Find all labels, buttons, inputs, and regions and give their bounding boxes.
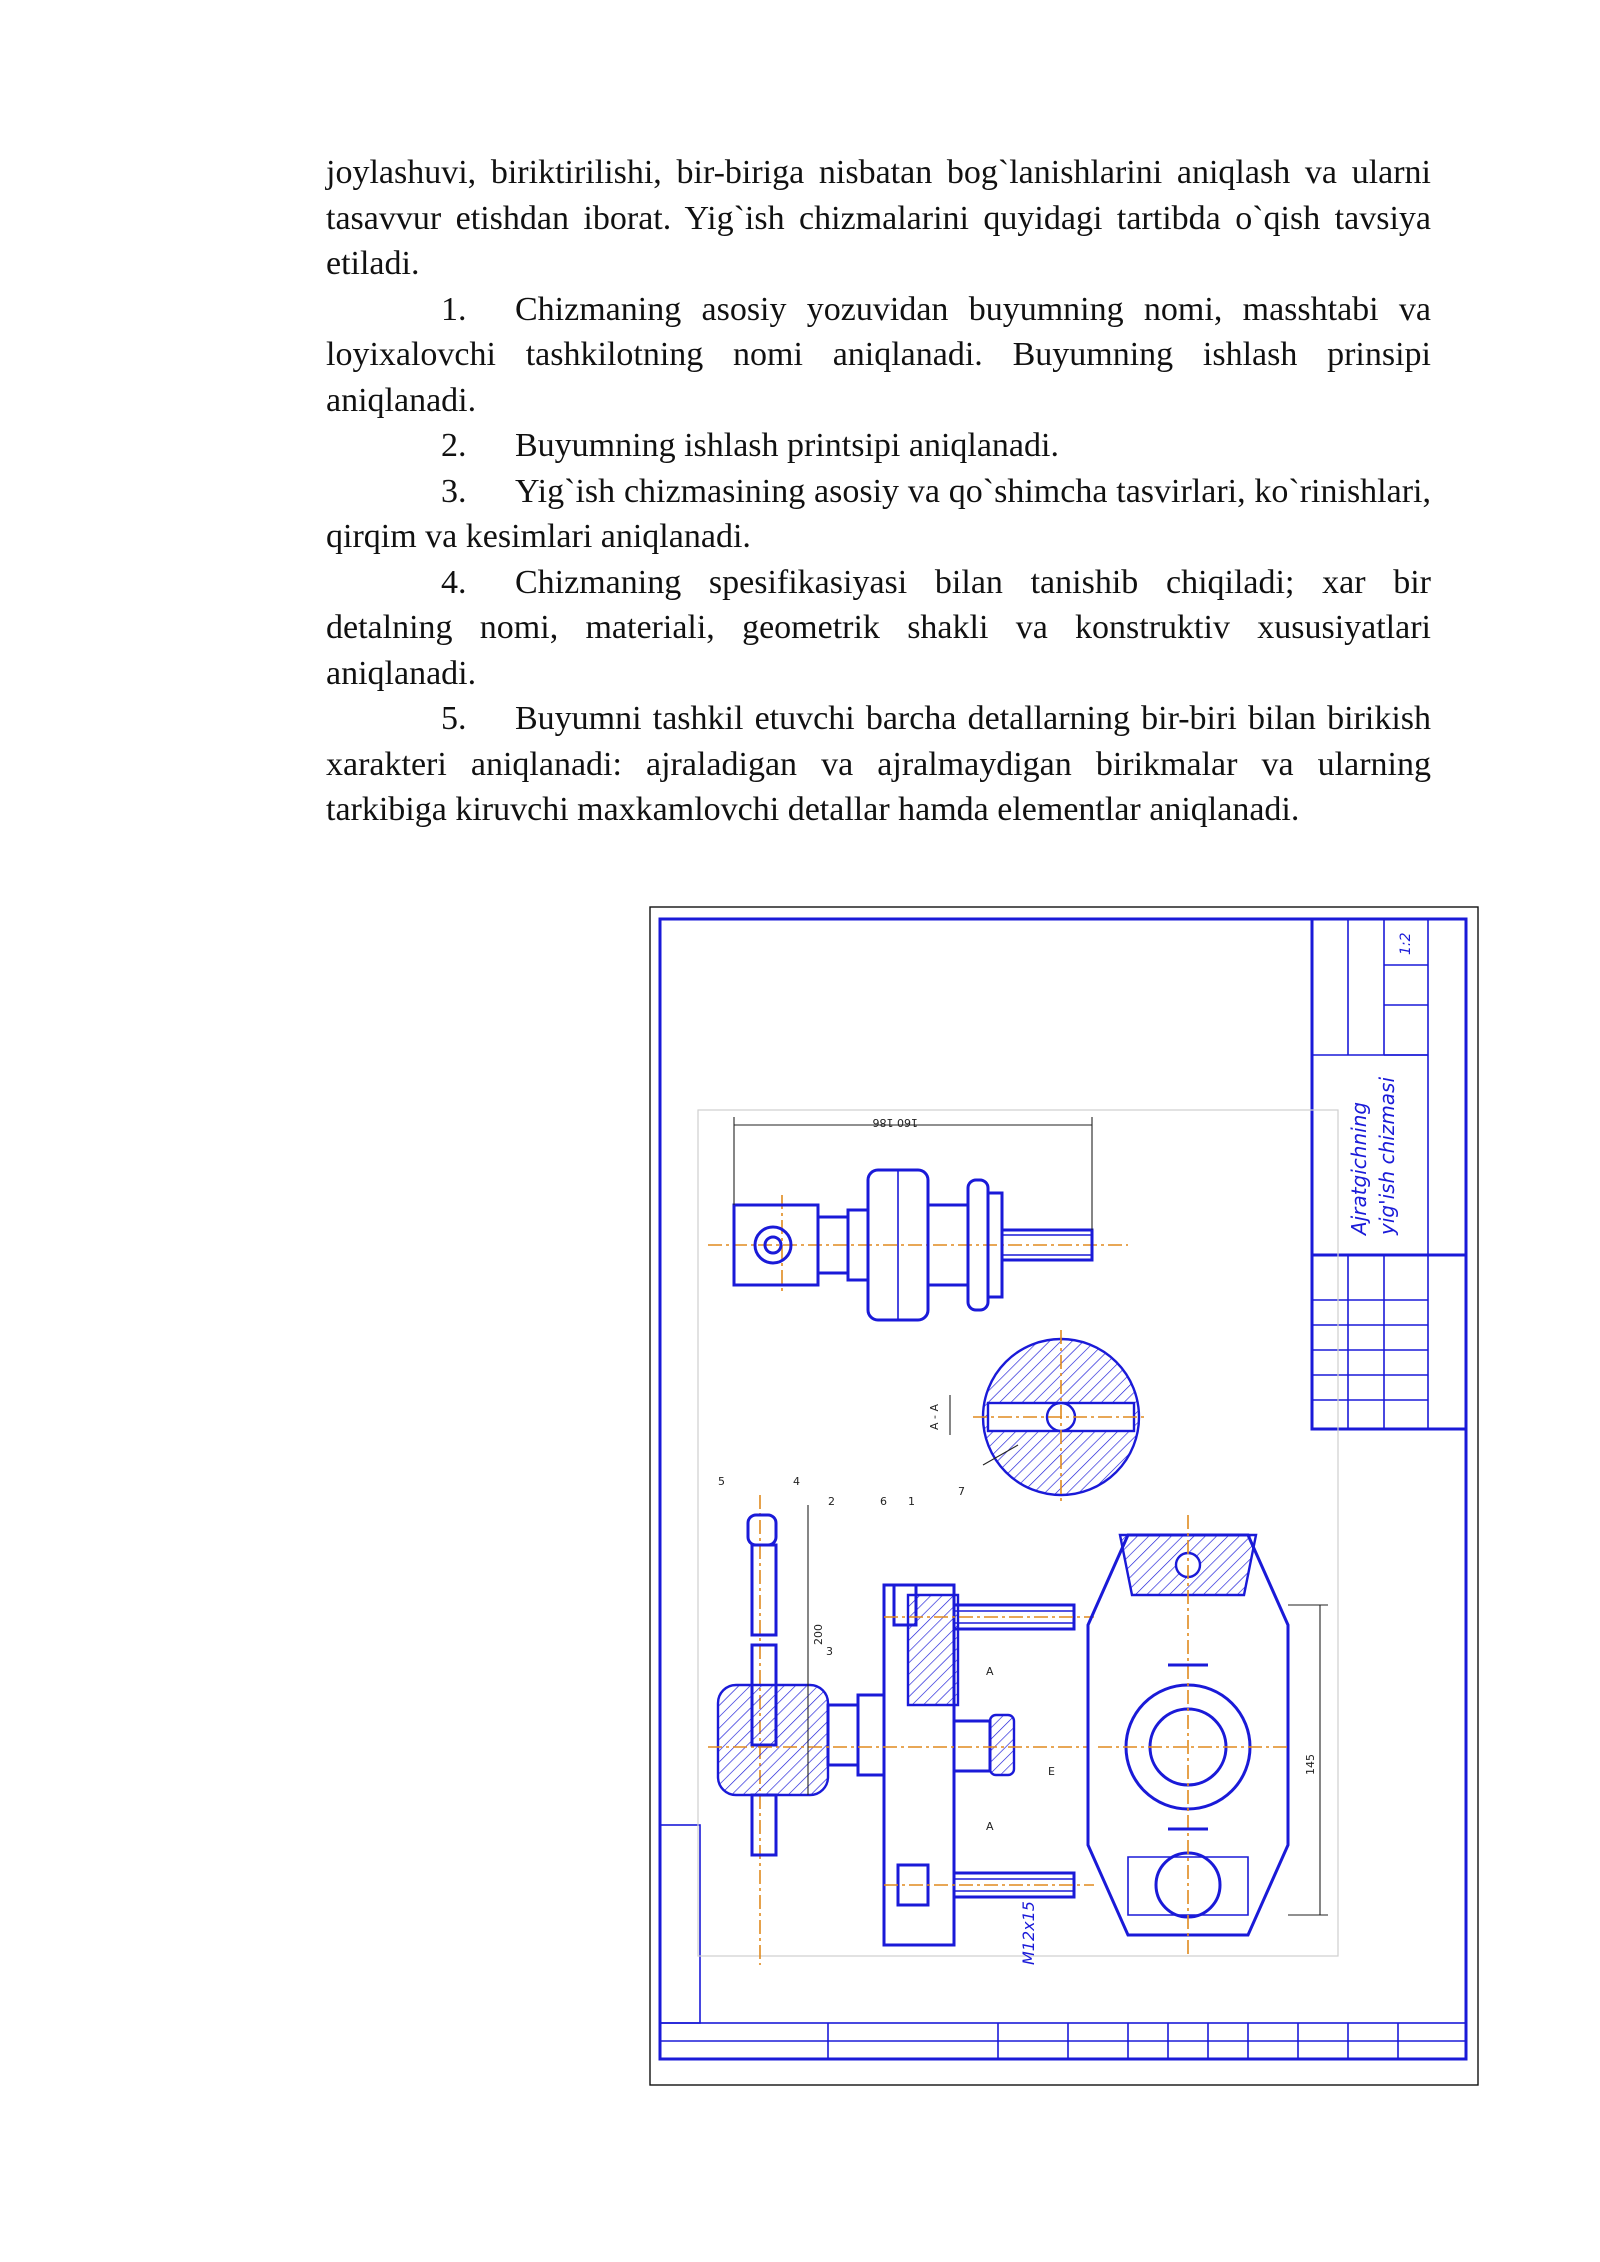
list-number: 2. [441,427,467,464]
left-margin-box [660,1825,700,2023]
list-text: Chizmaning asosiy yozuvidan buyumning nomi, masshtabi va loyixalovchi tashkilotning nomi aniqlanadi. Buyumning ishlash prinsipi aniqlanadi. [326,290,1431,419]
list-item-5 [326,696,1431,833]
section-a-a [928,1330,1148,1505]
list-text: Chizmaning spesifikasiyasi bilan tanishib chiqiladi; xar bir detalning nomi, materiali, geometrik shakli va konstruktiv xususiyatlari aniqlanadi. [326,563,1431,692]
list-text: Buyumni tashkil etuvchi barcha detallarning bir-biri bilan birikish xarakteri aniqlanadi: ajraladigan va ajralmaydigan birikmalar va ularning tarkibiga kiruvchi maxkamlovchi detallar hamda elementlar aniqlanadi. [326,700,1431,828]
drawing-title-line2: yig'ish chizmasi [1375,1076,1399,1235]
top-view [708,1116,1128,1320]
list-text: Buyumning ishlash printsipi aniqlanadi. [515,427,1059,464]
section-label: A - A [928,1403,941,1430]
part-label-3: 3 [826,1645,833,1658]
part-label-1: 1 [908,1495,915,1508]
drawing-title-line1: Ajratgichning [1347,1101,1371,1235]
assembly-drawing-svg [648,905,1480,2087]
part-label-6: 6 [880,1495,887,1508]
front-view [708,1475,1094,1965]
list-number: 4. [441,563,467,601]
thread-label: M12x15 [1019,1901,1038,1965]
dim-right: 145 [1304,1754,1317,1775]
document-body [326,150,1431,833]
list-item-3 [326,469,1431,560]
part-label-5: 5 [718,1475,725,1488]
section-mark-lower: A [986,1820,994,1833]
part-label-4: 4 [793,1475,800,1488]
part-label-2: 2 [828,1495,835,1508]
drawing-scale: 1:2 [1398,932,1414,955]
dim-height: 200 [812,1624,825,1645]
assembly-drawing [648,905,1480,2087]
list-item-2 [326,423,1431,469]
side-view [1088,1515,1328,1955]
list-number: 1. [441,290,467,328]
list-number: 5. [441,700,467,737]
list-item-1 [326,287,1431,424]
list-text: Yig`ish chizmasining asosiy va qo`shimcha tasvirlari, ko`rinishlari, qirqim va kesimlari aniqlanadi. [326,472,1431,555]
intro-paragraph: joylashuvi, biriktirilishi, bir-biriga nisbatan bog`lanishlarini aniqlash va ularni tasavvur etishdan iborat. Yig`ish chizmalarini quyidagi tartibda o`qish tavsiya etiladi. [326,154,1431,282]
view-mark: E [1048,1765,1055,1778]
list-item-4 [326,560,1431,697]
dim-top: 160 186 [872,1116,918,1129]
section-mark-upper: A [986,1665,994,1678]
list-number: 3. [441,472,467,510]
part-label-7: 7 [958,1485,965,1498]
